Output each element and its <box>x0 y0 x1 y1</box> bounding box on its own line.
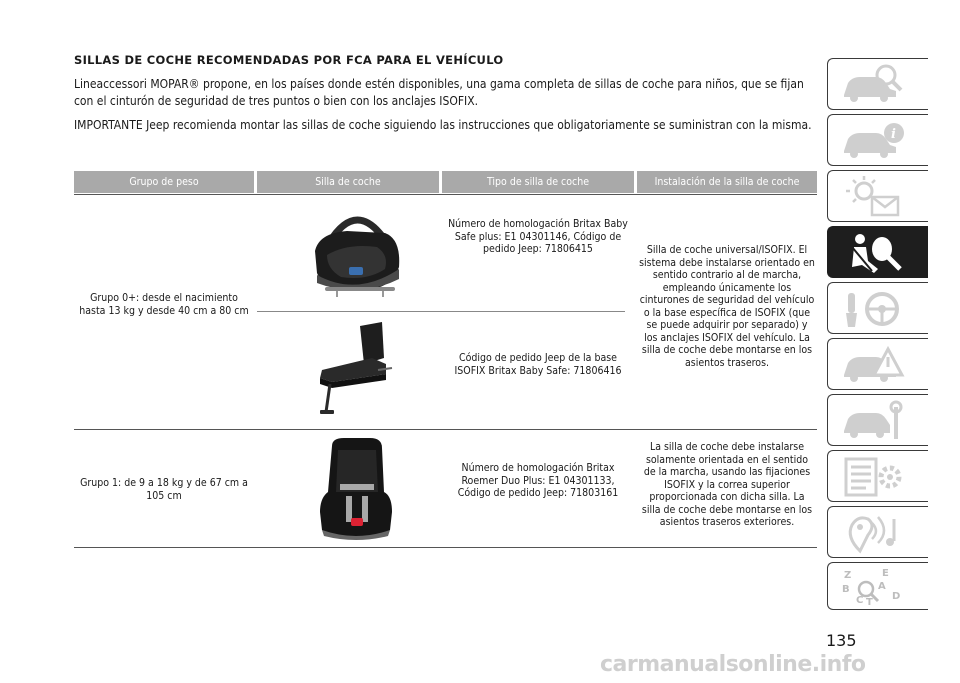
svg-text:i: i <box>891 127 896 142</box>
tab-multimedia[interactable] <box>827 506 928 558</box>
page-number: 135 <box>826 631 857 650</box>
index-letter-t: T <box>866 597 873 607</box>
car-service-icon <box>838 399 908 443</box>
tab-emergency[interactable] <box>827 338 928 390</box>
car-search-icon <box>838 63 908 107</box>
header-weight-group: Grupo de peso <box>74 171 254 193</box>
important-paragraph: IMPORTANTE Jeep recomienda montar las sillas de coche siguiendo las instrucciones que obligatoriamente se suministran con la misma. <box>74 118 812 132</box>
intro-paragraph: Lineaccessori MOPAR® propone, en los países donde estén disponibles, una gama completa de sillas de coche para niños, que se fijan con el cinturón de seguridad de tres puntos o bien con los anclajes ISOFIX. <box>74 77 804 108</box>
index-icon <box>838 567 908 607</box>
warning-lights-icon <box>838 175 908 219</box>
group1-installation: Silla de coche universal/ISOFIX. El sistema debe instalarse orientado en sentido contrario al de marcha, empleando únicamente los cinturones de seguridad del vehículo o la base específica de ISOFIX (que se puede adquirir por separado) y los anclajes ISOFIX del vehículo. La silla de coche debe montarse en los asientos traseros. <box>639 244 815 369</box>
row-divider <box>74 429 817 430</box>
header-car-seat: Silla de coche <box>257 171 439 193</box>
infant-carrier-image <box>307 203 407 299</box>
isofix-base-image <box>312 318 396 418</box>
index-letter-e: E <box>882 568 889 579</box>
tab-starting-driving[interactable] <box>827 282 928 334</box>
index-letter-d: D <box>892 591 901 602</box>
table-bottom-rule <box>74 547 817 548</box>
tab-instrument-panel[interactable] <box>827 114 928 166</box>
multimedia-icon <box>838 511 908 555</box>
page-title: SILLAS DE COCHE RECOMENDADAS POR FCA PARA EL VEHÍCULO <box>74 53 504 67</box>
tab-index[interactable] <box>827 562 928 610</box>
group2-weight: Grupo 1: de 9 a 18 kg y de 67 cm a 105 cm <box>80 477 248 502</box>
group1-type-b: Código de pedido Jeep de la base ISOFIX Britax Baby Safe: 71806416 <box>454 352 622 377</box>
group1-type-a: Número de homologación Britax Baby Safe plus: E1 04301146, Código de pedido Jeep: 71806415 <box>448 218 628 255</box>
tab-safety[interactable] <box>827 226 928 278</box>
car-info-icon <box>838 119 908 163</box>
group2-installation: La silla de coche debe instalarse solamente orientada en el sentido de la marcha, usando las fijaciones ISOFIX y la correa superior proporcionada con dicha silla. La silla de coche debe montarse en los asientos traseros exteriores. <box>641 441 813 528</box>
watermark: carmanualsonline.info <box>600 652 866 677</box>
tab-technical-data[interactable] <box>827 450 928 502</box>
tab-warning-lights[interactable] <box>827 170 928 222</box>
group1-weight: Grupo 0+: desde el nacimiento hasta 13 kg y desde 40 cm a 80 cm <box>79 292 249 317</box>
index-letter-c: C <box>856 595 864 606</box>
tab-servicing-maintenance[interactable] <box>827 394 928 446</box>
header-installation: Instalación de la silla de coche <box>637 171 817 193</box>
toddler-seat-image <box>318 436 394 540</box>
tab-getting-to-know-vehicle[interactable] <box>827 58 928 110</box>
index-letter-a: A <box>878 581 886 592</box>
row-sub-divider <box>257 311 625 312</box>
safety-airbag-icon <box>838 231 908 275</box>
group2-type: Número de homologación Britax Roemer Duo Plus: E1 04301133, Código de pedido Jeep: 71803161 <box>457 462 619 499</box>
header-seat-type: Tipo de silla de coche <box>442 171 634 193</box>
index-letter-z: Z <box>844 570 852 581</box>
index-letter-b: B <box>842 584 850 595</box>
steering-wheel-icon <box>838 287 908 331</box>
table-top-rule <box>74 194 817 195</box>
technical-data-icon <box>838 455 908 499</box>
car-emergency-icon <box>838 343 908 387</box>
